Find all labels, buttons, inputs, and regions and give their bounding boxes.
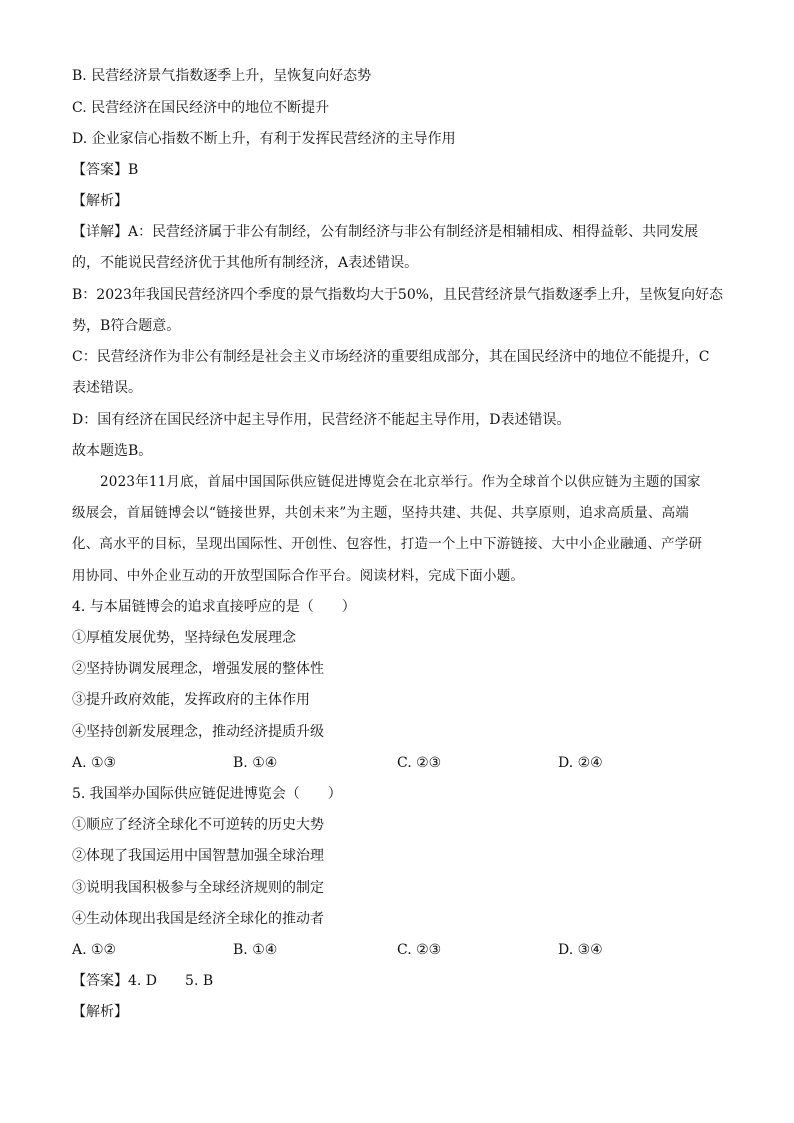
q4-option-c: C. ②③ [397,755,442,771]
q5-item-1: ①顺应了经济全球化不可逆转的历史大势 [72,817,324,833]
detail-c-line1: C：民营经济作为非公有制经是社会主义市场经济的重要组成部分，其在国民经济中的地位不能提升，C [72,349,710,365]
q5-option-c: C. ②③ [397,942,442,958]
answer-line [72,160,138,180]
option-d-text: D. 企业家信心指数不断上升，有利于发挥民营经济的主导作用 [72,131,456,147]
detail-a-line2: 的，不能说民营经济优于其他所有制经济，A表述错误。 [72,255,419,271]
q5-option-d: D. ③④ [558,942,603,958]
option-c-text: C. 民营经济在国民经济中的地位不断提升 [72,100,330,116]
detail-a-text: A：民营经济属于非公有制经，公有制经济与非公有制经济是相辅相成、相得益彰、共同发展 [128,224,699,240]
detail-b-line2: 势，B符合题意。 [72,318,181,334]
passage-line4: 用协同、中外企业互动的开放型国际合作平台。阅读材料，完成下面小题。 [72,568,525,584]
detail-c-line2: 表述错误。 [72,380,142,396]
q5-stem: 5. 我国举办国际供应链促进博览会（ ） [72,786,342,802]
q4-option-d: D. ②④ [558,755,603,771]
answer-tag: 【答案】 [72,162,128,178]
detail-d-line: D：国有经济在国民经济中起主导作用，民营经济不能起主导作用，D表述错误。 [72,412,571,428]
answer2-value: 4. D 5. B [128,973,214,989]
detail-tag: 【详解】 [72,224,128,240]
answer2-tag: 【答案】 [72,973,128,989]
analysis-tag: 【解析】 [72,193,128,209]
q4-stem: 4. 与本届链博会的追求直接呼应的是（ ） [72,599,356,615]
detail-a-line1 [72,222,698,242]
q5-item-4: ④生动体现出我国是经济全球化的推动者 [72,911,324,927]
answer2-line [72,971,213,991]
q5-item-3: ③说明我国积极参与全球经济规则的制定 [72,880,324,896]
passage-line3: 化、高水平的目标，呈现出国际性、开创性、包容性，打造一个上中下游链接、大中小企业融通、产学研 [72,536,703,552]
q5-option-a: A. ①② [72,942,117,958]
q5-item-2: ②体现了我国运用中国智慧加强全球治理 [72,848,324,864]
detail-b-line1: B：2023年我国民营经济四个季度的景气指数均大于50%，且民营经济景气指数逐季上升，呈恢复向好态 [72,287,724,303]
q4-item-1: ①厚植发展优势，坚持绿色发展理念 [72,630,296,646]
q4-item-3: ③提升政府效能，发挥政府的主体作用 [72,692,310,708]
q5-option-b: B. ①④ [233,942,278,958]
q4-option-b: B. ①④ [233,755,278,771]
passage-line1: 2023年11月底，首届中国国际供应链促进博览会在北京举行。作为全球首个以供应链为主题的国家 [100,474,701,490]
q4-item-2: ②坚持协调发展理念，增强发展的整体性 [72,661,324,677]
answer-value: B [128,162,139,178]
q4-option-a: A. ①③ [72,755,117,771]
detail-conclusion: 故本题选B。 [72,443,153,459]
q4-item-4: ④坚持创新发展理念，推动经济提质升级 [72,724,324,740]
passage-line2: 级展会，首届链博会以“链接世界，共创未来”为主题，坚持共建、共促、共享原则，追求高质量、高端 [72,505,690,521]
analysis2-tag: 【解析】 [72,1004,128,1020]
option-b-text: B. 民营经济景气指数逐季上升，呈恢复向好态势 [72,68,372,84]
